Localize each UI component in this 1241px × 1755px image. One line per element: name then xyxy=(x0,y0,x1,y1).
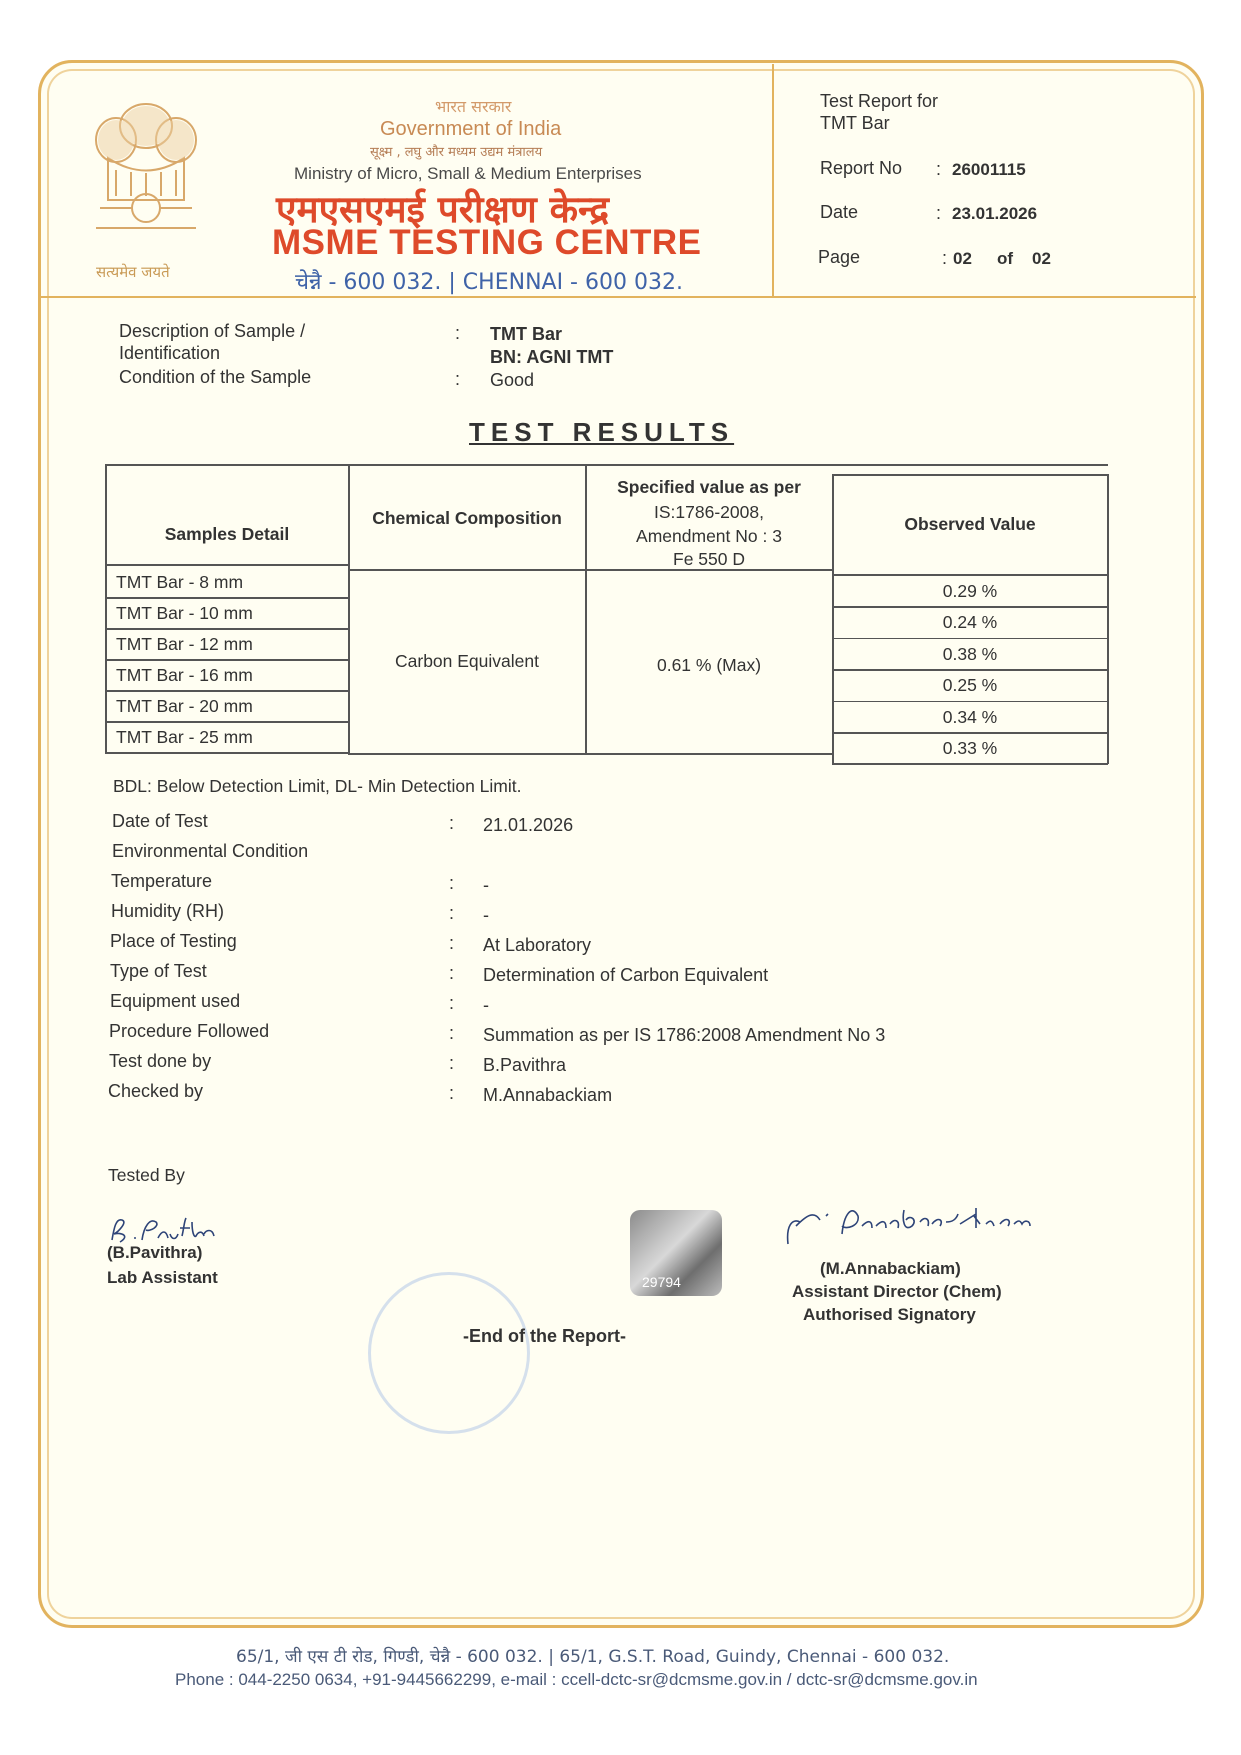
centre-name-english: MSME TESTING CENTRE xyxy=(272,223,702,262)
header-observed-value: Observed Value xyxy=(904,514,1036,534)
observed-value-cell: 0.33 % xyxy=(942,738,998,758)
detail-colon: : xyxy=(449,1053,455,1073)
specified-value-cell: 0.61 % (Max) xyxy=(656,655,762,675)
detail-value: Determination of Carbon Equivalent xyxy=(483,965,769,985)
detail-value: - xyxy=(483,905,489,925)
page-of: of xyxy=(997,249,1014,268)
header-specified-line2: IS:1786-2008, xyxy=(654,502,764,522)
detail-label: Checked by xyxy=(108,1081,204,1101)
detail-label: Place of Testing xyxy=(110,931,237,951)
detail-value: - xyxy=(483,995,489,1015)
observed-value-cell: 0.34 % xyxy=(942,706,998,727)
hologram-number: 29794 xyxy=(642,1274,681,1290)
approver-role: Assistant Director (Chem) xyxy=(792,1282,1002,1301)
description-colon: : xyxy=(455,323,461,343)
page-colon: : xyxy=(942,248,948,268)
observed-row-divider xyxy=(832,606,1108,608)
office-seal xyxy=(368,1272,530,1434)
sample-row-divider xyxy=(105,597,349,599)
observed-row-divider xyxy=(832,669,1108,671)
condition-value: Good xyxy=(490,370,535,390)
observed-row-divider xyxy=(832,732,1108,734)
detail-value: M.Annabackiam xyxy=(483,1085,613,1105)
detail-label: Temperature xyxy=(111,871,213,891)
detail-colon: : xyxy=(449,933,455,953)
observed-row-divider xyxy=(832,701,1108,703)
ministry-hindi: सूक्ष्म , लघु और मध्यम उद्यम मंत्रालय xyxy=(370,145,543,160)
description-label: Description of Sample / xyxy=(119,321,306,341)
detail-colon: : xyxy=(449,1023,455,1043)
government-hindi: भारत सरकार xyxy=(435,97,512,116)
observed-value-cell: 0.24 % xyxy=(942,612,998,633)
detail-value: - xyxy=(483,875,489,895)
observed-value-cell: 0.25 % xyxy=(942,675,998,696)
detail-colon: : xyxy=(449,963,455,983)
approver-name: (M.Annabackiam) xyxy=(820,1259,961,1278)
header-specified-line1: Specified value as per xyxy=(617,477,801,497)
detail-value: At Laboratory xyxy=(483,935,592,955)
sample-row-divider xyxy=(105,752,349,754)
ministry-english: Ministry of Micro, Small & Medium Enterprises xyxy=(294,164,642,183)
tester-role: Lab Assistant xyxy=(107,1268,218,1287)
tester-name: (B.Pavithra) xyxy=(107,1243,203,1262)
page-current: 02 xyxy=(953,249,972,268)
report-no-colon: : xyxy=(936,159,942,179)
header-divider-horizontal xyxy=(41,296,1196,298)
detail-colon: : xyxy=(449,903,455,923)
detail-colon: : xyxy=(449,1083,455,1103)
sample-row-divider xyxy=(105,690,349,692)
detail-value: B.Pavithra xyxy=(483,1055,567,1075)
detail-colon: : xyxy=(449,873,455,893)
report-title-line1: Test Report for xyxy=(820,91,939,111)
end-of-report: -End of the Report- xyxy=(463,1326,626,1346)
date-colon: : xyxy=(936,203,942,223)
sample-detail-cell: TMT Bar - 8 mm xyxy=(116,572,244,592)
page-total: 02 xyxy=(1032,249,1051,268)
bdl-note: BDL: Below Detection Limit, DL- Min Detection Limit. xyxy=(113,776,522,796)
sample-row-divider xyxy=(105,721,349,723)
detail-label: Date of Test xyxy=(112,811,208,831)
report-no-label: Report No xyxy=(820,158,903,178)
sample-row-divider xyxy=(105,659,349,661)
condition-label: Condition of the Sample xyxy=(119,367,312,387)
observed-value-cell: 0.29 % xyxy=(942,581,998,601)
ashoka-emblem-icon xyxy=(86,88,206,258)
observed-value-cell: 0.38 % xyxy=(942,643,998,664)
sample-detail-cell: TMT Bar - 20 mm xyxy=(116,696,253,716)
section-title: TEST RESULTS xyxy=(469,417,735,447)
approver-signature xyxy=(780,1196,1120,1256)
footer-address: 65/1, जी एस टी रोड, गिण्डी, चेन्नै - 600 032. | 65/1, G.S.T. Road, Guindy, Chennai - 600 032. xyxy=(236,1647,950,1667)
footer-contact: Phone : 044-2250 0634, +91-9445662299, e-mail : ccell-dctc-sr@dcmsme.gov.in / dctc-sr@dcmsme.gov.in xyxy=(175,1670,978,1689)
header-specified-line3: Amendment No : 3 xyxy=(636,526,782,546)
header-specified-line4: Fe 550 D xyxy=(673,549,745,569)
sample-detail-cell: TMT Bar - 12 mm xyxy=(116,634,253,654)
detail-value: Summation as per IS 1786:2008 Amendment No 3 xyxy=(483,1025,886,1045)
government-english: Government of India xyxy=(380,118,562,140)
tested-by-label: Tested By xyxy=(108,1165,185,1185)
header-divider-vertical xyxy=(772,64,774,296)
sample-detail-cell: TMT Bar - 16 mm xyxy=(116,665,253,685)
condition-colon: : xyxy=(455,369,461,389)
observed-row-divider xyxy=(832,638,1108,640)
sample-row-divider xyxy=(105,628,349,630)
sample-detail-cell: TMT Bar - 25 mm xyxy=(116,727,253,747)
detail-label: Procedure Followed xyxy=(109,1021,270,1041)
identification-label: Identification xyxy=(119,343,221,363)
header-chemical-composition: Chemical Composition xyxy=(372,508,562,528)
page-label: Page xyxy=(818,247,861,267)
detail-colon: : xyxy=(449,813,455,833)
report-title-line2: TMT Bar xyxy=(820,113,890,133)
centre-address: चेन्नै - 600 032. | CHENNAI - 600 032. xyxy=(295,270,683,295)
detail-label: Environmental Condition xyxy=(112,841,309,861)
detail-label: Type of Test xyxy=(110,961,207,981)
description-value: TMT Bar xyxy=(490,324,562,344)
observed-row-divider xyxy=(832,763,1108,765)
detail-label: Humidity (RH) xyxy=(111,901,225,921)
approver-authority: Authorised Signatory xyxy=(803,1305,976,1324)
detail-label: Test done by xyxy=(109,1051,212,1071)
centre-name-hindi: एमएसएमई परीक्षण केन्द्र xyxy=(276,188,610,231)
detail-label: Equipment used xyxy=(110,991,241,1011)
batch-number-value: BN: AGNI TMT xyxy=(490,347,614,367)
header-samples-detail: Samples Detail xyxy=(164,524,290,544)
report-no-value: 26001115 xyxy=(952,160,1026,179)
sample-detail-cell: TMT Bar - 10 mm xyxy=(116,603,253,623)
emblem-caption: सत्यमेव जयते xyxy=(96,263,170,281)
date-label: Date xyxy=(820,202,859,222)
detail-colon: : xyxy=(449,993,455,1013)
composition-cell: Carbon Equivalent xyxy=(395,651,539,671)
detail-value: 21.01.2026 xyxy=(483,815,574,835)
date-value: 23.01.2026 xyxy=(952,204,1038,223)
